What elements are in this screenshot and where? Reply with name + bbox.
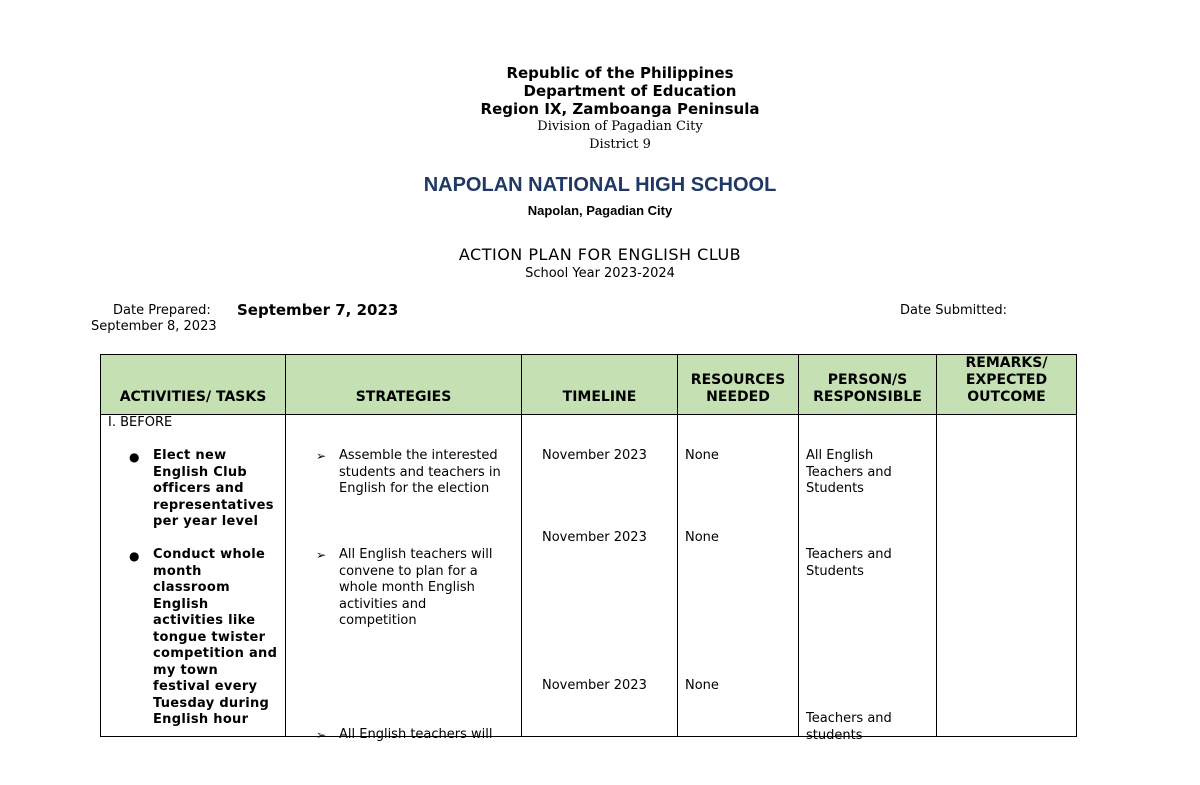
arrow-bullet-icon: ➢ bbox=[316, 728, 327, 742]
table-row bbox=[101, 415, 1077, 737]
strategy-item: All English teachers will convene to plan for a whole month English activities and competition bbox=[339, 547, 493, 628]
timeline-cell bbox=[522, 415, 678, 737]
region-line: Region IX, Zamboanga Peninsula bbox=[480, 100, 760, 118]
activity-item: Elect new English Club officers and representatives per year level bbox=[153, 448, 274, 529]
timeline-item: November 2023 bbox=[542, 530, 647, 545]
col-header-timeline: TIMELINE bbox=[522, 355, 678, 415]
bullet-dot-icon: ● bbox=[129, 450, 140, 464]
school-year: School Year 2023-2024 bbox=[525, 266, 675, 281]
col-header-activities: ACTIVITIES/ TASKS bbox=[101, 355, 286, 415]
arrow-bullet-icon: ➢ bbox=[316, 548, 327, 562]
strategies-cell bbox=[286, 415, 522, 742]
division-line: Division of Pagadian City bbox=[537, 119, 703, 134]
col-header-remarks bbox=[937, 355, 1077, 415]
remarks-cell bbox=[937, 415, 1077, 737]
activities-cell bbox=[101, 415, 286, 737]
timeline-item: November 2023 bbox=[542, 678, 647, 693]
col-header-remarks-text: REMARKS/ EXPECTED OUTCOME bbox=[965, 355, 1048, 405]
col-header-persons bbox=[799, 355, 937, 415]
col-header-persons-text: PERSON/S RESPONSIBLE bbox=[813, 372, 922, 405]
republic-line: Republic of the Philippines bbox=[506, 64, 734, 82]
district-line: District 9 bbox=[589, 137, 651, 152]
school-name: NAPOLAN NATIONAL HIGH SCHOOL bbox=[423, 174, 777, 196]
col-header-resources-text: RESOURCES NEEDED bbox=[690, 372, 786, 405]
resource-item: None bbox=[685, 678, 719, 693]
persons-cell bbox=[799, 415, 937, 743]
person-item: All English Teachers and Students bbox=[806, 448, 892, 496]
person-item: Teachers and students bbox=[806, 711, 892, 743]
resources-cell bbox=[678, 415, 799, 737]
date-submitted-label: Date Submitted: bbox=[900, 303, 1008, 318]
activity-item: Conduct whole month classroom English activities like tongue twister competition and my town festival every Tuesday during English hour bbox=[153, 547, 278, 727]
col-header-resources bbox=[678, 355, 799, 415]
bullet-dot-icon: ● bbox=[129, 549, 140, 563]
table-header-row bbox=[101, 355, 1077, 415]
document-title: ACTION PLAN FOR ENGLISH CLUB bbox=[458, 245, 742, 264]
resource-item: None bbox=[685, 448, 719, 463]
section-label: I. BEFORE bbox=[108, 415, 173, 430]
timeline-item: November 2023 bbox=[542, 448, 647, 463]
action-plan-table bbox=[100, 354, 1077, 743]
col-header-strategies: STRATEGIES bbox=[286, 355, 522, 415]
strategy-item: All English teachers will bbox=[339, 727, 493, 742]
date-submitted-value: September 8, 2023 bbox=[91, 319, 217, 334]
arrow-bullet-icon: ➢ bbox=[316, 449, 327, 463]
person-item: Teachers and Students bbox=[806, 547, 892, 579]
date-prepared-label: Date Prepared: bbox=[113, 303, 211, 318]
date-prepared-value: September 7, 2023 bbox=[237, 301, 399, 319]
resource-item: None bbox=[685, 530, 719, 545]
department-line: Department of Education bbox=[523, 82, 737, 100]
school-address: Napolan, Pagadian City bbox=[527, 203, 673, 218]
strategy-item: Assemble the interested students and teachers in English for the election bbox=[339, 448, 501, 496]
